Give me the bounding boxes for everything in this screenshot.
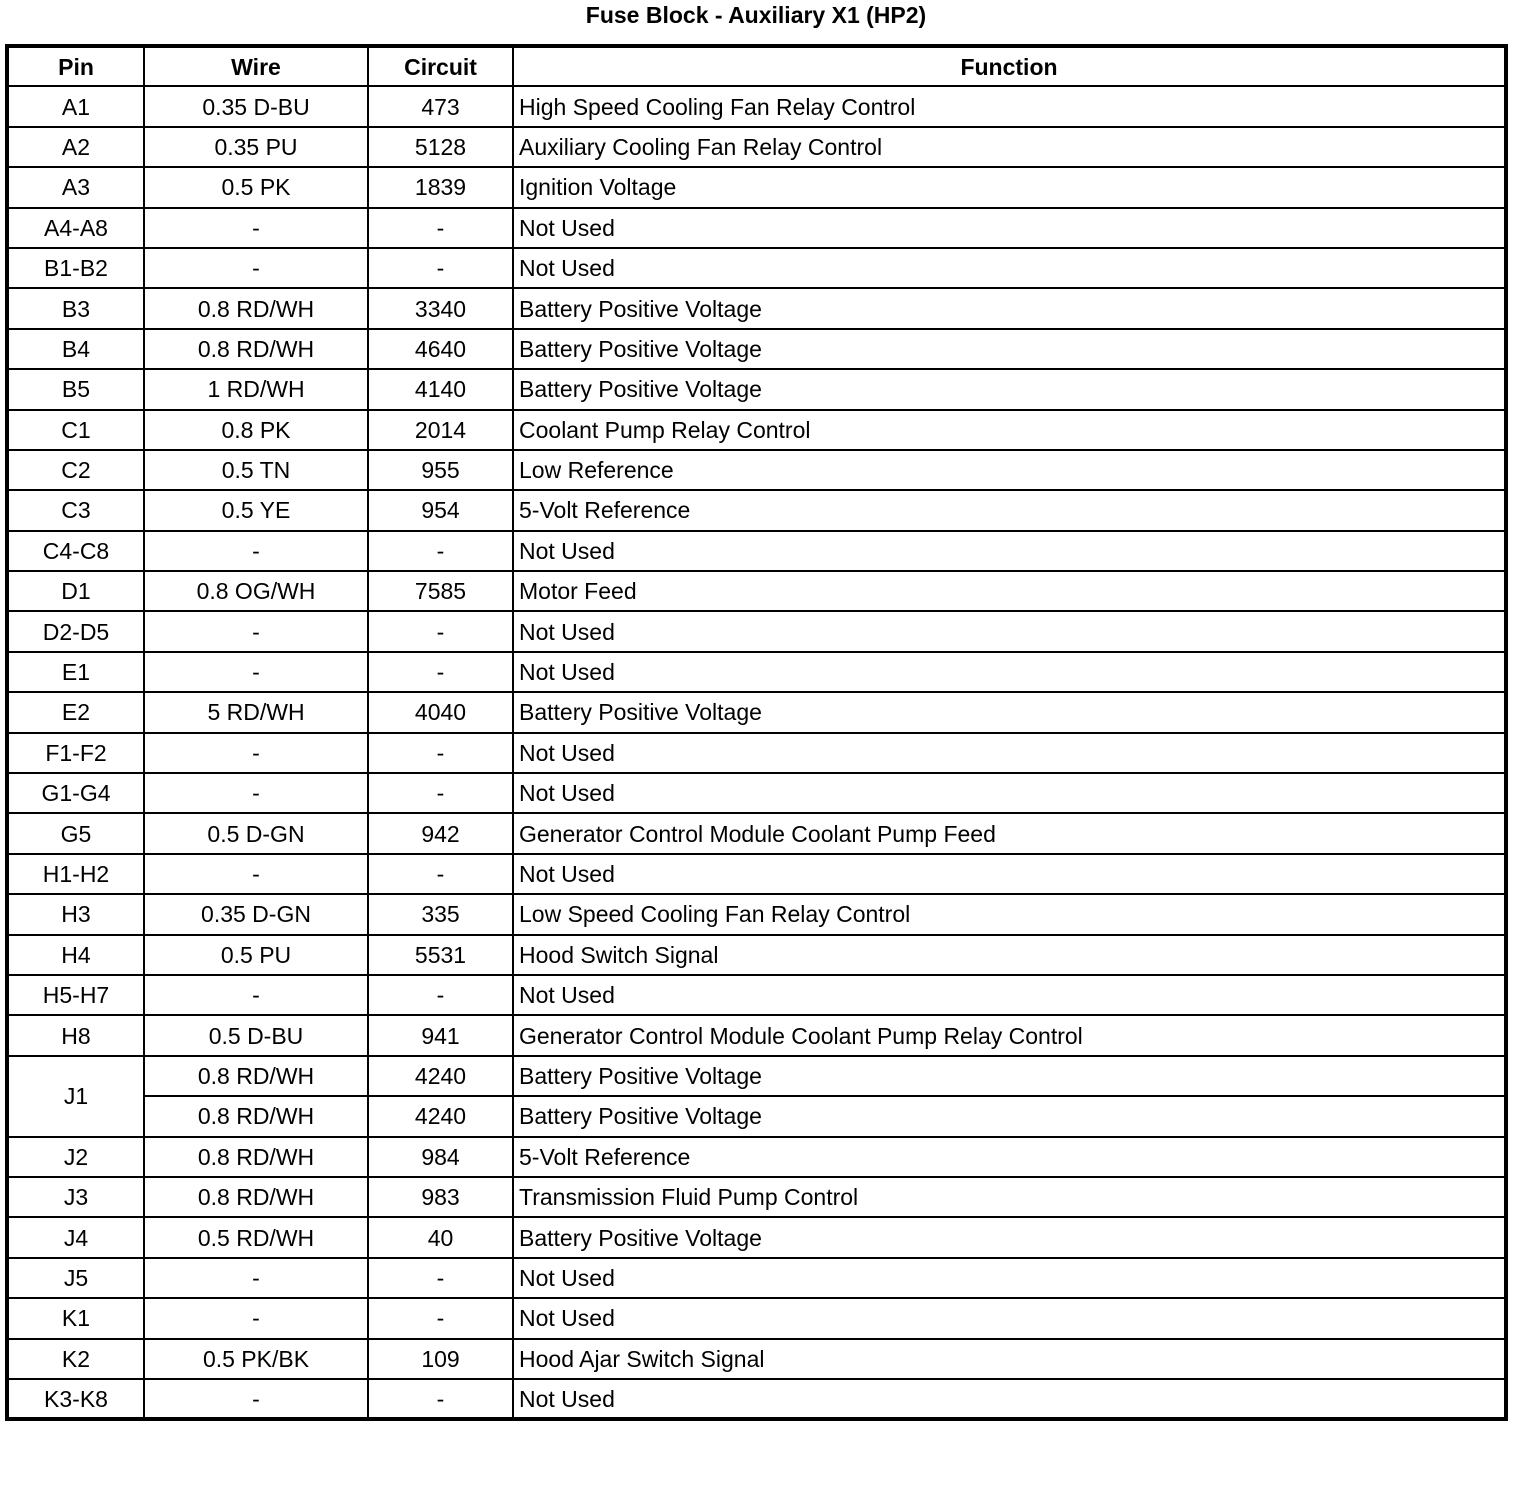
- wire-cell: 0.8 RD/WH: [144, 288, 368, 328]
- pin-cell: H3: [7, 894, 144, 934]
- circuit-cell: 955: [368, 450, 513, 490]
- circuit-cell: 4240: [368, 1056, 513, 1096]
- column-header-wire: Wire: [144, 46, 368, 86]
- pin-cell: G1-G4: [7, 773, 144, 813]
- wire-cell: -: [144, 652, 368, 692]
- pin-cell: J3: [7, 1177, 144, 1217]
- circuit-cell: 109: [368, 1339, 513, 1379]
- pin-cell: H8: [7, 1015, 144, 1055]
- circuit-cell: 3340: [368, 288, 513, 328]
- pin-cell: D1: [7, 571, 144, 611]
- wire-cell: 0.5 PK/BK: [144, 1339, 368, 1379]
- function-cell: Transmission Fluid Pump Control: [513, 1177, 1506, 1217]
- table-row: [7, 1339, 1506, 1379]
- table-row: [7, 975, 1506, 1015]
- function-cell: Hood Ajar Switch Signal: [513, 1339, 1506, 1379]
- function-cell: Battery Positive Voltage: [513, 288, 1506, 328]
- wire-cell: -: [144, 733, 368, 773]
- wire-cell: -: [144, 531, 368, 571]
- table-row: [7, 410, 1506, 450]
- pin-cell: J1: [7, 1056, 144, 1137]
- pin-cell: C2: [7, 450, 144, 490]
- pin-cell: B5: [7, 369, 144, 409]
- table-row: [7, 86, 1506, 126]
- pin-cell: B4: [7, 329, 144, 369]
- table-row: [7, 208, 1506, 248]
- circuit-cell: -: [368, 1258, 513, 1298]
- wire-cell: 0.8 RD/WH: [144, 1096, 368, 1136]
- function-cell: 5-Volt Reference: [513, 490, 1506, 530]
- wire-cell: 0.5 PK: [144, 167, 368, 207]
- circuit-cell: -: [368, 773, 513, 813]
- circuit-cell: -: [368, 975, 513, 1015]
- wire-cell: 5 RD/WH: [144, 692, 368, 732]
- pin-cell: J5: [7, 1258, 144, 1298]
- function-cell: Motor Feed: [513, 571, 1506, 611]
- circuit-cell: 7585: [368, 571, 513, 611]
- wire-cell: 0.5 YE: [144, 490, 368, 530]
- table-row: [7, 733, 1506, 773]
- function-cell: Not Used: [513, 652, 1506, 692]
- table-row: [7, 450, 1506, 490]
- table-row: [7, 894, 1506, 934]
- pin-cell: A1: [7, 86, 144, 126]
- table-row: [7, 692, 1506, 732]
- function-cell: Not Used: [513, 975, 1506, 1015]
- function-cell: Low Speed Cooling Fan Relay Control: [513, 894, 1506, 934]
- wire-cell: -: [144, 1379, 368, 1419]
- pin-cell: K3-K8: [7, 1379, 144, 1419]
- circuit-cell: 942: [368, 813, 513, 853]
- function-cell: Low Reference: [513, 450, 1506, 490]
- table-header: [7, 46, 1506, 86]
- circuit-cell: -: [368, 531, 513, 571]
- table-row: [7, 329, 1506, 369]
- pin-cell: H1-H2: [7, 854, 144, 894]
- circuit-cell: -: [368, 733, 513, 773]
- function-cell: Battery Positive Voltage: [513, 1096, 1506, 1136]
- circuit-cell: -: [368, 854, 513, 894]
- function-cell: Ignition Voltage: [513, 167, 1506, 207]
- function-cell: Not Used: [513, 1379, 1506, 1419]
- column-header-circuit: Circuit: [368, 46, 513, 86]
- pin-cell: J2: [7, 1137, 144, 1177]
- table-row: [7, 167, 1506, 207]
- wire-cell: 0.5 RD/WH: [144, 1217, 368, 1257]
- function-cell: Not Used: [513, 1258, 1506, 1298]
- wire-cell: 0.35 D-GN: [144, 894, 368, 934]
- pin-cell: J4: [7, 1217, 144, 1257]
- function-cell: Not Used: [513, 208, 1506, 248]
- wire-cell: -: [144, 975, 368, 1015]
- circuit-cell: 1839: [368, 167, 513, 207]
- pin-cell: K1: [7, 1298, 144, 1338]
- table-row: [7, 369, 1506, 409]
- circuit-cell: 4640: [368, 329, 513, 369]
- pin-cell: C1: [7, 410, 144, 450]
- circuit-cell: -: [368, 248, 513, 288]
- connector-pinout-table: [5, 44, 1508, 1421]
- table-row: [7, 490, 1506, 530]
- function-cell: Battery Positive Voltage: [513, 329, 1506, 369]
- wire-cell: -: [144, 854, 368, 894]
- wire-cell: -: [144, 1258, 368, 1298]
- table-row: [7, 1217, 1506, 1257]
- pin-cell: A2: [7, 127, 144, 167]
- circuit-cell: 954: [368, 490, 513, 530]
- circuit-cell: 4140: [368, 369, 513, 409]
- function-cell: Not Used: [513, 531, 1506, 571]
- pin-cell: B3: [7, 288, 144, 328]
- table-row: [7, 611, 1506, 651]
- table-row: [7, 531, 1506, 571]
- wire-cell: -: [144, 773, 368, 813]
- table-row: [7, 1379, 1506, 1419]
- table-row: [7, 1258, 1506, 1298]
- table-row: [7, 652, 1506, 692]
- table-row: [7, 288, 1506, 328]
- table-row: [7, 773, 1506, 813]
- circuit-cell: -: [368, 1379, 513, 1419]
- circuit-cell: 473: [368, 86, 513, 126]
- circuit-cell: -: [368, 652, 513, 692]
- wire-cell: 0.5 TN: [144, 450, 368, 490]
- function-cell: High Speed Cooling Fan Relay Control: [513, 86, 1506, 126]
- wire-cell: 0.8 PK: [144, 410, 368, 450]
- wire-cell: 0.8 RD/WH: [144, 1056, 368, 1096]
- wire-cell: -: [144, 248, 368, 288]
- page-title: Fuse Block - Auxiliary X1 (HP2): [585, 2, 927, 28]
- pin-cell: E1: [7, 652, 144, 692]
- circuit-cell: -: [368, 611, 513, 651]
- table-row: [7, 935, 1506, 975]
- circuit-cell: 5128: [368, 127, 513, 167]
- function-cell: Not Used: [513, 854, 1506, 894]
- wire-cell: -: [144, 1298, 368, 1338]
- function-cell: Not Used: [513, 248, 1506, 288]
- function-cell: Coolant Pump Relay Control: [513, 410, 1506, 450]
- pin-cell: H4: [7, 935, 144, 975]
- pin-cell: B1-B2: [7, 248, 144, 288]
- circuit-cell: 941: [368, 1015, 513, 1055]
- wire-cell: 0.8 RD/WH: [144, 329, 368, 369]
- pin-cell: C3: [7, 490, 144, 530]
- wire-cell: 0.5 D-GN: [144, 813, 368, 853]
- function-cell: Battery Positive Voltage: [513, 369, 1506, 409]
- circuit-cell: 40: [368, 1217, 513, 1257]
- table-row: [7, 1298, 1506, 1338]
- pin-cell: G5: [7, 813, 144, 853]
- table-row: [7, 854, 1506, 894]
- circuit-cell: 4240: [368, 1096, 513, 1136]
- header-row: [7, 46, 1506, 86]
- circuit-cell: 2014: [368, 410, 513, 450]
- table-row: [7, 571, 1506, 611]
- wire-cell: 1 RD/WH: [144, 369, 368, 409]
- wire-cell: -: [144, 208, 368, 248]
- column-header-pin: Pin: [7, 46, 144, 86]
- column-header-function: Function: [513, 46, 1506, 86]
- wire-cell: 0.5 PU: [144, 935, 368, 975]
- function-cell: Battery Positive Voltage: [513, 1217, 1506, 1257]
- pin-cell: H5-H7: [7, 975, 144, 1015]
- function-cell: Not Used: [513, 1298, 1506, 1338]
- pin-cell: A3: [7, 167, 144, 207]
- table-row: [7, 1015, 1506, 1055]
- function-cell: Battery Positive Voltage: [513, 1056, 1506, 1096]
- function-cell: 5-Volt Reference: [513, 1137, 1506, 1177]
- function-cell: Generator Control Module Coolant Pump Feed: [513, 813, 1506, 853]
- wire-cell: -: [144, 611, 368, 651]
- table-row: [7, 1096, 1506, 1136]
- pin-cell: A4-A8: [7, 208, 144, 248]
- function-cell: Hood Switch Signal: [513, 935, 1506, 975]
- wire-cell: 0.5 D-BU: [144, 1015, 368, 1055]
- pin-cell: K2: [7, 1339, 144, 1379]
- pin-cell: D2-D5: [7, 611, 144, 651]
- circuit-cell: 5531: [368, 935, 513, 975]
- circuit-cell: -: [368, 208, 513, 248]
- table-row: [7, 127, 1506, 167]
- function-cell: Not Used: [513, 773, 1506, 813]
- function-cell: Generator Control Module Coolant Pump Relay Control: [513, 1015, 1506, 1055]
- circuit-cell: 335: [368, 894, 513, 934]
- function-cell: Battery Positive Voltage: [513, 692, 1506, 732]
- pin-cell: F1-F2: [7, 733, 144, 773]
- pin-cell: C4-C8: [7, 531, 144, 571]
- table-row: [7, 1177, 1506, 1217]
- table-row: [7, 248, 1506, 288]
- wire-cell: 0.35 D-BU: [144, 86, 368, 126]
- wire-cell: 0.8 OG/WH: [144, 571, 368, 611]
- pin-cell: E2: [7, 692, 144, 732]
- table-row: [7, 1056, 1506, 1096]
- circuit-cell: 983: [368, 1177, 513, 1217]
- wire-cell: 0.8 RD/WH: [144, 1137, 368, 1177]
- wire-cell: 0.8 RD/WH: [144, 1177, 368, 1217]
- function-cell: Not Used: [513, 733, 1506, 773]
- function-cell: Not Used: [513, 611, 1506, 651]
- circuit-cell: -: [368, 1298, 513, 1338]
- circuit-cell: 984: [368, 1137, 513, 1177]
- circuit-cell: 4040: [368, 692, 513, 732]
- table-row: [7, 1137, 1506, 1177]
- table-body: [7, 86, 1506, 1419]
- wire-cell: 0.35 PU: [144, 127, 368, 167]
- function-cell: Auxiliary Cooling Fan Relay Control: [513, 127, 1506, 167]
- table-row: [7, 813, 1506, 853]
